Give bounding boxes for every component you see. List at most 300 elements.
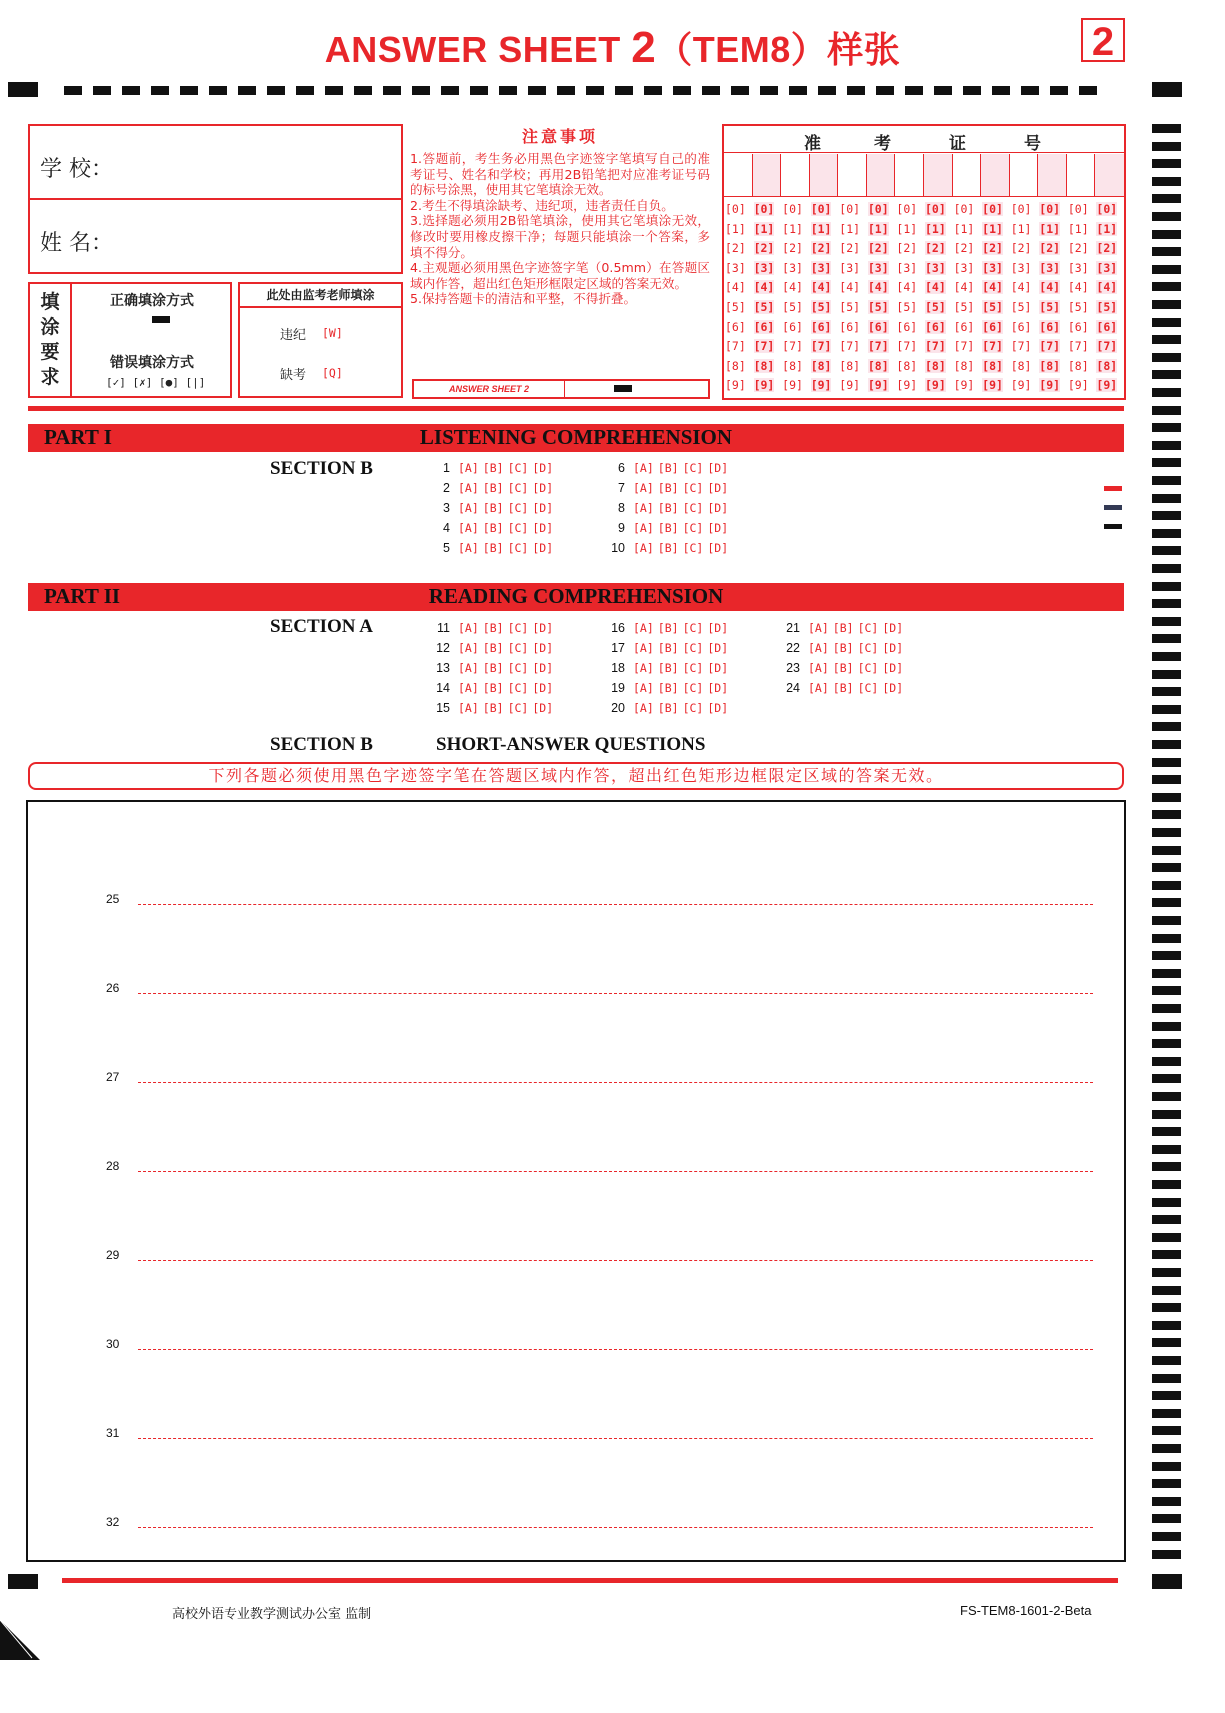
exam-id-bubble[interactable]: [5] xyxy=(925,300,946,314)
exam-id-bubble[interactable]: [1] xyxy=(1096,221,1118,236)
exam-id-bubble[interactable]: [9] xyxy=(1010,378,1032,393)
exam-id-bubble[interactable]: [0] xyxy=(1039,202,1061,216)
option-bubble[interactable]: [D] xyxy=(707,621,729,635)
option-bubble[interactable]: [B] xyxy=(482,661,504,675)
option-bubble[interactable]: [B] xyxy=(482,681,504,695)
part2-section-a-label: SECTION A xyxy=(270,616,373,637)
cut-corner-mark xyxy=(0,1620,40,1660)
exam-id-bubble[interactable]: [9] xyxy=(753,378,775,393)
exam-id-bubble[interactable]: [0] xyxy=(953,202,975,216)
exam-id-bubble[interactable]: [4] xyxy=(839,280,861,295)
timing-mark xyxy=(1152,634,1181,643)
option-bubble[interactable]: [B] xyxy=(482,701,504,715)
option-bubble[interactable]: [C] xyxy=(857,681,879,695)
exam-id-bubble[interactable]: [6] xyxy=(753,319,775,334)
option-bubble[interactable]: [D] xyxy=(882,621,904,635)
exam-id-bubble[interactable]: [2] xyxy=(839,241,861,256)
exam-id-write-box[interactable] xyxy=(1067,154,1096,196)
exam-id-bubble[interactable]: [0] xyxy=(867,202,889,216)
exam-id-header-char: 考 xyxy=(874,134,891,154)
exam-id-bubble[interactable]: [9] xyxy=(867,378,889,393)
exam-id-bubble[interactable]: [0] xyxy=(753,202,775,216)
option-bubble[interactable]: [D] xyxy=(707,681,729,695)
exam-id-bubble[interactable]: [2] xyxy=(1096,241,1118,256)
exam-id-bubble[interactable]: [1] xyxy=(925,221,946,236)
exam-id-bubble[interactable]: [2] xyxy=(1039,241,1061,256)
exam-id-bubble[interactable]: [3] xyxy=(753,260,775,275)
option-bubble[interactable]: [C] xyxy=(682,641,704,655)
option-bubble[interactable]: [C] xyxy=(682,701,704,715)
exam-id-write-box[interactable] xyxy=(724,154,753,196)
exam-id-bubble[interactable]: [8] xyxy=(1096,358,1118,373)
exam-id-bubble[interactable]: [4] xyxy=(953,280,975,295)
student-info-box xyxy=(28,124,403,274)
option-bubble[interactable]: [B] xyxy=(832,681,854,695)
exam-id-bubble[interactable]: [1] xyxy=(1010,221,1032,236)
option-bubble[interactable]: [D] xyxy=(532,461,554,475)
exam-id-bubble[interactable]: [1] xyxy=(982,221,1003,236)
option-bubble[interactable]: [D] xyxy=(532,541,554,555)
timing-mark xyxy=(1152,1127,1181,1136)
exam-id-bubble[interactable]: [6] xyxy=(1010,319,1032,334)
exam-id-bubble[interactable]: [9] xyxy=(953,378,975,393)
option-bubble[interactable]: [B] xyxy=(657,641,679,655)
exam-id-bubble[interactable]: [8] xyxy=(953,358,975,373)
exam-id-bubble[interactable]: [3] xyxy=(810,260,832,275)
option-bubble[interactable]: [D] xyxy=(707,661,729,675)
option-bubble[interactable]: [A] xyxy=(458,661,479,675)
option-bubble[interactable]: [C] xyxy=(507,521,529,535)
option-bubble[interactable]: [A] xyxy=(808,641,829,655)
option-bubble[interactable]: [A] xyxy=(633,701,654,715)
option-bubble[interactable]: [C] xyxy=(857,641,879,655)
corner-timing-mark xyxy=(1152,1574,1182,1589)
option-bubble[interactable]: [B] xyxy=(482,481,504,495)
exam-id-grid xyxy=(722,124,1126,400)
exam-id-bubble[interactable]: [2] xyxy=(867,241,889,256)
option-bubble[interactable]: [B] xyxy=(832,641,854,655)
exam-id-bubble[interactable]: [7] xyxy=(782,339,803,354)
exam-id-bubble[interactable]: [5] xyxy=(1067,300,1089,314)
answer-line[interactable] xyxy=(138,993,1093,994)
timing-mark xyxy=(1152,406,1181,415)
option-bubble[interactable]: [B] xyxy=(482,521,504,535)
exam-id-bubble[interactable]: [0] xyxy=(810,202,832,216)
color-mark xyxy=(1104,524,1122,529)
option-bubble[interactable]: [A] xyxy=(458,461,479,475)
option-bubble[interactable]: [D] xyxy=(882,661,904,675)
exam-id-write-box[interactable] xyxy=(1010,154,1039,196)
question-number: 6 xyxy=(618,461,625,475)
exam-id-bubble[interactable]: [3] xyxy=(1039,260,1061,275)
timing-mark xyxy=(1152,476,1181,485)
violation-bubble[interactable]: [W] xyxy=(322,326,343,340)
exam-id-bubble[interactable]: [2] xyxy=(1010,241,1032,256)
option-bubble[interactable]: [C] xyxy=(682,621,704,635)
exam-id-bubble[interactable]: [1] xyxy=(867,221,889,236)
option-bubble[interactable]: [D] xyxy=(532,661,554,675)
exam-id-bubble[interactable]: [0] xyxy=(1010,202,1032,216)
option-bubble[interactable]: [C] xyxy=(682,681,704,695)
option-bubble[interactable]: [A] xyxy=(633,521,654,535)
option-bubble[interactable]: [A] xyxy=(808,661,829,675)
exam-id-write-box[interactable] xyxy=(895,154,924,196)
question-row xyxy=(770,621,907,641)
exam-id-bubble[interactable]: [7] xyxy=(725,339,746,354)
exam-id-bubble[interactable]: [4] xyxy=(925,280,946,295)
exam-id-bubble[interactable]: [1] xyxy=(896,221,918,236)
exam-id-bubble[interactable]: [4] xyxy=(753,280,775,295)
exam-id-bubble[interactable]: [7] xyxy=(753,339,775,354)
timing-mark xyxy=(1152,951,1181,960)
exam-id-write-box[interactable] xyxy=(1095,154,1124,196)
absent-bubble[interactable]: [Q] xyxy=(322,366,343,380)
option-bubble[interactable]: [A] xyxy=(458,521,479,535)
option-bubble[interactable]: [C] xyxy=(507,661,529,675)
exam-id-bubble[interactable]: [3] xyxy=(725,260,746,275)
exam-id-bubble[interactable]: [5] xyxy=(753,300,775,314)
exam-id-bubble[interactable]: [8] xyxy=(982,358,1003,373)
exam-id-bubble[interactable]: [7] xyxy=(896,339,918,354)
footer-issuer: 高校外语专业教学测试办公室 监制 xyxy=(172,1607,372,1622)
exam-id-bubble[interactable]: [3] xyxy=(1067,260,1089,275)
exam-id-bubble[interactable]: [5] xyxy=(1010,300,1032,314)
option-bubble[interactable]: [D] xyxy=(532,501,554,515)
option-bubble[interactable]: [C] xyxy=(507,501,529,515)
question-row xyxy=(595,541,732,561)
exam-id-bubble[interactable]: [5] xyxy=(953,300,975,314)
option-bubble[interactable]: [A] xyxy=(808,681,829,695)
exam-id-bubble[interactable]: [6] xyxy=(953,319,975,334)
exam-id-bubble[interactable]: [2] xyxy=(1067,241,1089,256)
option-bubble[interactable]: [B] xyxy=(657,681,679,695)
answer-line[interactable] xyxy=(138,1438,1093,1439)
timing-mark xyxy=(1152,1409,1181,1418)
exam-id-bubble[interactable]: [9] xyxy=(1096,378,1118,393)
exam-id-bubble[interactable]: [6] xyxy=(725,319,746,334)
option-bubble[interactable]: [C] xyxy=(682,481,704,495)
exam-id-bubble[interactable]: [8] xyxy=(839,358,861,373)
option-bubble[interactable]: [C] xyxy=(857,621,879,635)
exam-id-bubble[interactable]: [8] xyxy=(810,358,832,373)
exam-id-bubble[interactable]: [0] xyxy=(982,202,1003,216)
exam-id-write-box[interactable] xyxy=(953,154,982,196)
exam-id-bubble[interactable]: [4] xyxy=(867,280,889,295)
option-bubble[interactable]: [B] xyxy=(832,661,854,675)
option-bubble[interactable]: [D] xyxy=(532,681,554,695)
timing-mark xyxy=(354,86,372,95)
exam-id-bubble[interactable]: [7] xyxy=(925,339,946,354)
option-bubble[interactable]: [B] xyxy=(482,501,504,515)
option-bubble[interactable]: [A] xyxy=(633,641,654,655)
option-bubble[interactable]: [D] xyxy=(532,521,554,535)
question-row xyxy=(595,481,732,501)
exam-id-bubble[interactable]: [2] xyxy=(896,241,918,256)
exam-id-bubble[interactable]: [0] xyxy=(896,202,918,216)
exam-id-bubble[interactable]: [8] xyxy=(782,358,803,373)
timing-mark xyxy=(1152,969,1181,978)
answer-line-number: 31 xyxy=(106,1426,120,1440)
option-bubble[interactable]: [B] xyxy=(657,521,679,535)
option-bubble[interactable]: [B] xyxy=(482,621,504,635)
exam-id-bubble[interactable]: [9] xyxy=(810,378,832,393)
exam-id-bubble[interactable]: [6] xyxy=(1067,319,1089,334)
question-row xyxy=(420,541,557,561)
exam-id-bubble[interactable]: [3] xyxy=(953,260,975,275)
exam-id-bubble[interactable]: [2] xyxy=(753,241,775,256)
answer-line[interactable] xyxy=(138,1171,1093,1172)
option-bubble[interactable]: [A] xyxy=(458,681,479,695)
exam-id-bubble[interactable]: [0] xyxy=(782,202,803,216)
exam-id-write-box[interactable] xyxy=(924,154,953,196)
option-bubble[interactable]: [A] xyxy=(458,641,479,655)
exam-id-bubble[interactable]: [0] xyxy=(839,202,861,216)
exam-id-bubble[interactable]: [1] xyxy=(810,221,832,236)
option-bubble[interactable]: [C] xyxy=(682,521,704,535)
exam-id-bubble[interactable]: [6] xyxy=(896,319,918,334)
option-bubble[interactable]: [B] xyxy=(482,541,504,555)
question-row xyxy=(420,501,557,521)
exam-id-bubble[interactable]: [7] xyxy=(1039,339,1061,354)
exam-id-bubble[interactable]: [7] xyxy=(1067,339,1089,354)
option-bubble[interactable]: [D] xyxy=(707,541,729,555)
exam-id-bubble[interactable]: [8] xyxy=(1010,358,1032,373)
exam-id-bubble[interactable]: [4] xyxy=(810,280,832,295)
option-bubble[interactable]: [A] xyxy=(633,501,654,515)
exam-id-bubble[interactable]: [5] xyxy=(839,300,861,314)
exam-id-write-box[interactable] xyxy=(810,154,839,196)
exam-id-bubble[interactable]: [9] xyxy=(1039,378,1061,393)
option-bubble[interactable]: [C] xyxy=(507,641,529,655)
option-bubble[interactable]: [B] xyxy=(657,461,679,475)
option-bubble[interactable]: [B] xyxy=(657,661,679,675)
exam-id-bubble[interactable]: [0] xyxy=(1096,202,1118,216)
exam-id-bubble[interactable]: [5] xyxy=(725,300,746,314)
exam-id-bubble[interactable]: [9] xyxy=(782,378,803,393)
exam-id-bubble[interactable]: [5] xyxy=(982,300,1003,314)
exam-id-bubble[interactable]: [6] xyxy=(867,319,889,334)
exam-id-bubble[interactable]: [4] xyxy=(1096,280,1118,295)
option-bubble[interactable]: [D] xyxy=(707,701,729,715)
option-bubble[interactable]: [A] xyxy=(458,501,479,515)
exam-id-write-box[interactable] xyxy=(981,154,1010,196)
timing-mark xyxy=(122,86,140,95)
option-bubble[interactable]: [C] xyxy=(857,661,879,675)
exam-id-bubble[interactable]: [9] xyxy=(1067,378,1089,393)
option-bubble[interactable]: [D] xyxy=(532,621,554,635)
exam-id-bubble[interactable]: [0] xyxy=(725,202,746,216)
option-bubble[interactable]: [C] xyxy=(507,701,529,715)
exam-id-bubble[interactable]: [3] xyxy=(925,260,946,275)
exam-id-bubble[interactable]: [7] xyxy=(839,339,861,354)
answer-line[interactable] xyxy=(138,904,1093,905)
timing-mark xyxy=(267,86,285,95)
exam-id-bubble[interactable]: [0] xyxy=(1067,202,1089,216)
exam-id-bubble[interactable]: [3] xyxy=(1010,260,1032,275)
option-bubble[interactable]: [B] xyxy=(482,641,504,655)
exam-id-bubble[interactable]: [3] xyxy=(839,260,861,275)
option-bubble[interactable]: [C] xyxy=(682,541,704,555)
exam-id-bubble[interactable]: [6] xyxy=(982,319,1003,334)
exam-id-bubble[interactable]: [6] xyxy=(1039,319,1061,334)
exam-id-bubble[interactable]: [6] xyxy=(839,319,861,334)
option-bubble[interactable]: [B] xyxy=(657,621,679,635)
exam-id-bubble[interactable]: [6] xyxy=(1096,319,1118,334)
timing-mark xyxy=(1152,740,1181,749)
exam-id-bubble[interactable]: [3] xyxy=(896,260,918,275)
timing-mark xyxy=(1152,1514,1181,1523)
exam-id-bubble[interactable]: [7] xyxy=(1096,339,1118,354)
exam-id-write-box[interactable] xyxy=(781,154,810,196)
answer-line[interactable] xyxy=(138,1260,1093,1261)
exam-id-bubble[interactable]: [2] xyxy=(925,241,946,256)
option-bubble[interactable]: [B] xyxy=(657,701,679,715)
exam-id-bubble[interactable]: [0] xyxy=(925,202,946,216)
option-bubble[interactable]: [A] xyxy=(633,621,654,635)
option-bubble[interactable]: [A] xyxy=(633,661,654,675)
exam-id-bubble[interactable]: [8] xyxy=(896,358,918,373)
corner-timing-mark xyxy=(1152,82,1182,97)
question-number: 21 xyxy=(786,621,800,635)
note-item: 3.选择题必须用2B铅笔填涂，使用其它笔填涂无效，修改时要用橡皮擦干净；每题只能填涂一个答案，多填不得分。 xyxy=(410,213,710,260)
timing-mark xyxy=(1152,159,1181,168)
option-bubble[interactable]: [B] xyxy=(832,621,854,635)
exam-id-bubble[interactable]: [4] xyxy=(982,280,1003,295)
exam-id-bubble[interactable]: [9] xyxy=(925,378,946,393)
exam-id-bubble[interactable]: [1] xyxy=(953,221,975,236)
option-bubble[interactable]: [A] xyxy=(458,621,479,635)
answer-line[interactable] xyxy=(138,1349,1093,1350)
option-bubble[interactable]: [A] xyxy=(458,701,479,715)
option-bubble[interactable]: [D] xyxy=(882,641,904,655)
short-answer-area[interactable] xyxy=(26,800,1126,1562)
exam-id-write-box[interactable] xyxy=(867,154,896,196)
exam-id-bubble[interactable]: [6] xyxy=(782,319,803,334)
exam-id-write-box[interactable] xyxy=(838,154,867,196)
exam-id-bubble[interactable]: [8] xyxy=(925,358,946,373)
option-bubble[interactable]: [A] xyxy=(633,541,654,555)
option-bubble[interactable]: [D] xyxy=(532,641,554,655)
answer-line[interactable] xyxy=(138,1527,1093,1528)
option-bubble[interactable]: [C] xyxy=(682,661,704,675)
exam-id-bubble[interactable]: [4] xyxy=(896,280,918,295)
option-bubble[interactable]: [A] xyxy=(458,481,479,495)
exam-id-bubble[interactable]: [2] xyxy=(725,241,746,256)
option-bubble[interactable]: [D] xyxy=(532,701,554,715)
option-bubble[interactable]: [C] xyxy=(507,621,529,635)
exam-id-bubble[interactable]: [7] xyxy=(953,339,975,354)
exam-id-write-box[interactable] xyxy=(753,154,782,196)
timing-mark xyxy=(325,86,343,95)
fill-requirements-char: 填 xyxy=(40,291,60,313)
exam-id-bubble[interactable]: [1] xyxy=(725,221,746,236)
exam-id-bubble[interactable]: [5] xyxy=(810,300,832,314)
option-bubble[interactable]: [A] xyxy=(633,461,654,475)
option-bubble[interactable]: [C] xyxy=(507,461,529,475)
exam-id-bubble[interactable]: [4] xyxy=(1039,280,1061,295)
option-bubble[interactable]: [D] xyxy=(882,681,904,695)
option-bubble[interactable]: [D] xyxy=(707,521,729,535)
exam-id-bubble[interactable]: [3] xyxy=(982,260,1003,275)
exam-id-bubble[interactable]: [9] xyxy=(725,378,746,393)
exam-id-bubble[interactable]: [1] xyxy=(1067,221,1089,236)
exam-id-bubble[interactable]: [3] xyxy=(1096,260,1118,275)
option-bubble[interactable]: [D] xyxy=(707,461,729,475)
timing-mark xyxy=(1152,318,1181,327)
exam-id-bubble[interactable]: [2] xyxy=(982,241,1003,256)
option-bubble[interactable]: [C] xyxy=(507,541,529,555)
exam-id-bubble[interactable]: [4] xyxy=(1010,280,1032,295)
option-bubble[interactable]: [C] xyxy=(682,461,704,475)
option-bubble[interactable]: [A] xyxy=(458,541,479,555)
exam-id-bubble[interactable]: [7] xyxy=(810,339,832,354)
option-bubble[interactable]: [B] xyxy=(482,461,504,475)
option-bubble[interactable]: [C] xyxy=(682,501,704,515)
option-bubble[interactable]: [A] xyxy=(808,621,829,635)
option-bubble[interactable]: [C] xyxy=(507,681,529,695)
question-number: 7 xyxy=(618,481,625,495)
option-bubble[interactable]: [A] xyxy=(633,681,654,695)
exam-id-bubble[interactable]: [4] xyxy=(1067,280,1089,295)
exam-id-bubble[interactable]: [7] xyxy=(982,339,1003,354)
exam-id-bubble[interactable]: [8] xyxy=(1039,358,1061,373)
option-bubble[interactable]: [B] xyxy=(657,481,679,495)
exam-id-bubble[interactable]: [8] xyxy=(753,358,775,373)
option-bubble[interactable]: [C] xyxy=(507,481,529,495)
exam-id-bubble[interactable]: [7] xyxy=(867,339,889,354)
exam-id-bubble[interactable]: [6] xyxy=(810,319,832,334)
exam-id-bubble[interactable]: [1] xyxy=(753,221,775,236)
option-bubble[interactable]: [D] xyxy=(707,501,729,515)
exam-id-bubble[interactable]: [5] xyxy=(1039,300,1061,314)
option-bubble[interactable]: [D] xyxy=(707,481,729,495)
option-bubble[interactable]: [A] xyxy=(633,481,654,495)
question-number: 19 xyxy=(611,681,625,695)
exam-id-bubble[interactable]: [8] xyxy=(867,358,889,373)
exam-id-bubble[interactable]: [5] xyxy=(1096,300,1118,314)
timing-mark xyxy=(1152,1198,1181,1207)
exam-id-bubble[interactable]: [9] xyxy=(896,378,918,393)
exam-id-bubble[interactable]: [5] xyxy=(896,300,918,314)
exam-id-bubble[interactable]: [9] xyxy=(982,378,1003,393)
exam-id-bubble[interactable]: [3] xyxy=(867,260,889,275)
exam-id-bubble[interactable]: [8] xyxy=(725,358,746,373)
option-bubble[interactable]: [B] xyxy=(657,541,679,555)
exam-id-bubble[interactable]: [1] xyxy=(1039,221,1061,236)
exam-id-bubble[interactable]: [5] xyxy=(782,300,803,314)
exam-id-bubble[interactable]: [2] xyxy=(782,241,803,256)
exam-id-bubble[interactable]: [1] xyxy=(839,221,861,236)
option-bubble[interactable]: [B] xyxy=(657,501,679,515)
exam-id-bubble[interactable]: [6] xyxy=(925,319,946,334)
exam-id-bubble[interactable]: [7] xyxy=(1010,339,1032,354)
timing-mark xyxy=(1152,898,1181,907)
option-bubble[interactable]: [D] xyxy=(532,481,554,495)
exam-id-write-box[interactable] xyxy=(1038,154,1067,196)
answer-line[interactable] xyxy=(138,1082,1093,1083)
exam-id-bubble[interactable]: [4] xyxy=(782,280,803,295)
option-bubble[interactable]: [D] xyxy=(707,641,729,655)
timing-mark xyxy=(528,86,546,95)
exam-id-bubble[interactable]: [4] xyxy=(725,280,746,295)
exam-id-bubble[interactable]: [2] xyxy=(810,241,832,256)
exam-id-bubble[interactable]: [5] xyxy=(867,300,889,314)
exam-id-bubble[interactable]: [2] xyxy=(953,241,975,256)
exam-id-bubble[interactable]: [8] xyxy=(1067,358,1089,373)
exam-id-bubble[interactable]: [1] xyxy=(782,221,803,236)
exam-id-bubble[interactable]: [9] xyxy=(839,378,861,393)
exam-id-bubble[interactable]: [3] xyxy=(782,260,803,275)
